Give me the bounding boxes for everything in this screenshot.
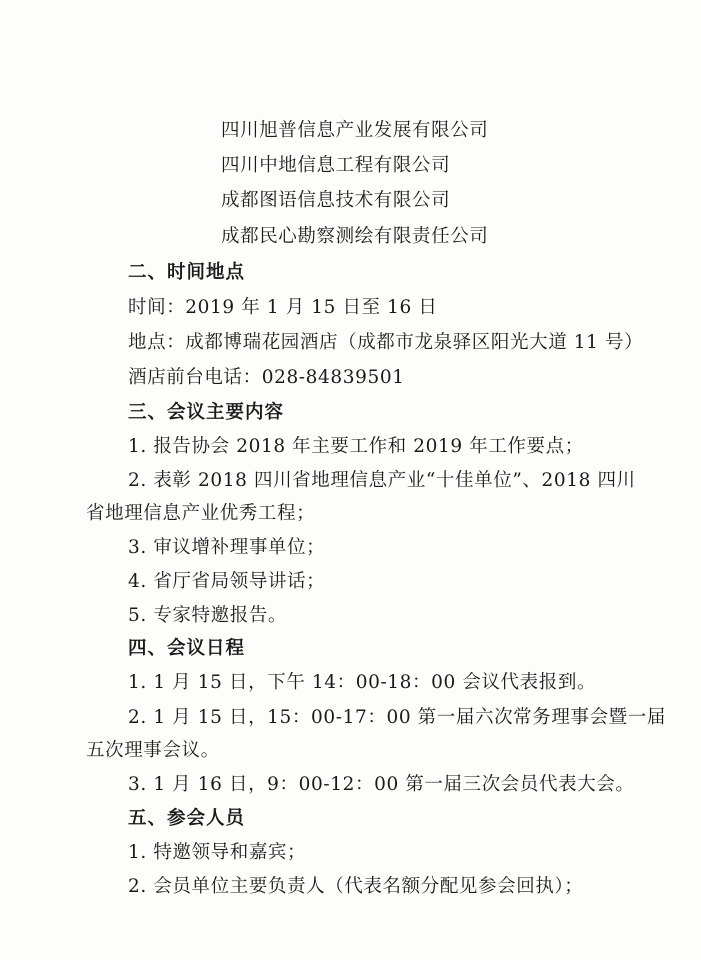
meeting-place: 地点：成都博瑞花园酒店（成都市龙泉驿区阳光大道 11 号） bbox=[128, 332, 644, 353]
company-name: 成都民心勘察测绘有限责任公司 bbox=[221, 226, 489, 247]
company-name: 成都图语信息技术有限公司 bbox=[221, 190, 451, 211]
attendee-item: 1. 特邀领导和嘉宾； bbox=[128, 842, 307, 863]
section-heading-content: 三、会议主要内容 bbox=[128, 402, 285, 423]
content-item: 1. 报告协会 2018 年主要工作和 2019 年工作要点； bbox=[128, 436, 584, 457]
content-item: 3. 审议增补理事单位； bbox=[128, 537, 326, 558]
schedule-item: 3. 1 月 16 日，9：00-12：00 第一届三次会员代表大会。 bbox=[128, 774, 635, 795]
schedule-item: 1. 1 月 15 日，下午 14：00-18：00 会议代表报到。 bbox=[128, 672, 597, 693]
section-heading-schedule: 四、会议日程 bbox=[128, 638, 246, 659]
schedule-item: 2. 1 月 15 日，15：00-17：00 第一届六次常务理事会暨一届 bbox=[128, 707, 666, 728]
company-name: 四川旭普信息产业发展有限公司 bbox=[221, 120, 489, 141]
content-item: 5. 专家特邀报告。 bbox=[128, 605, 288, 626]
content-item: 4. 省厅省局领导讲话； bbox=[128, 571, 326, 592]
section-heading-attendees: 五、参会人员 bbox=[128, 808, 246, 829]
meeting-time: 时间：2019 年 1 月 15 日至 16 日 bbox=[128, 297, 438, 318]
section-heading-time-place: 二、时间地点 bbox=[128, 262, 246, 283]
company-name: 四川中地信息工程有限公司 bbox=[221, 155, 451, 176]
schedule-item-continuation: 五次理事会议。 bbox=[86, 740, 220, 761]
content-item-continuation: 省地理信息产业优秀工程； bbox=[86, 503, 316, 524]
attendee-item: 2. 会员单位主要负责人（代表名额分配见参会回执）； bbox=[128, 876, 584, 897]
hotel-phone: 酒店前台电话：028-84839501 bbox=[128, 367, 405, 388]
content-item: 2. 表彰 2018 四川省地理信息产业“十佳单位”、2018 四川 bbox=[128, 470, 636, 491]
